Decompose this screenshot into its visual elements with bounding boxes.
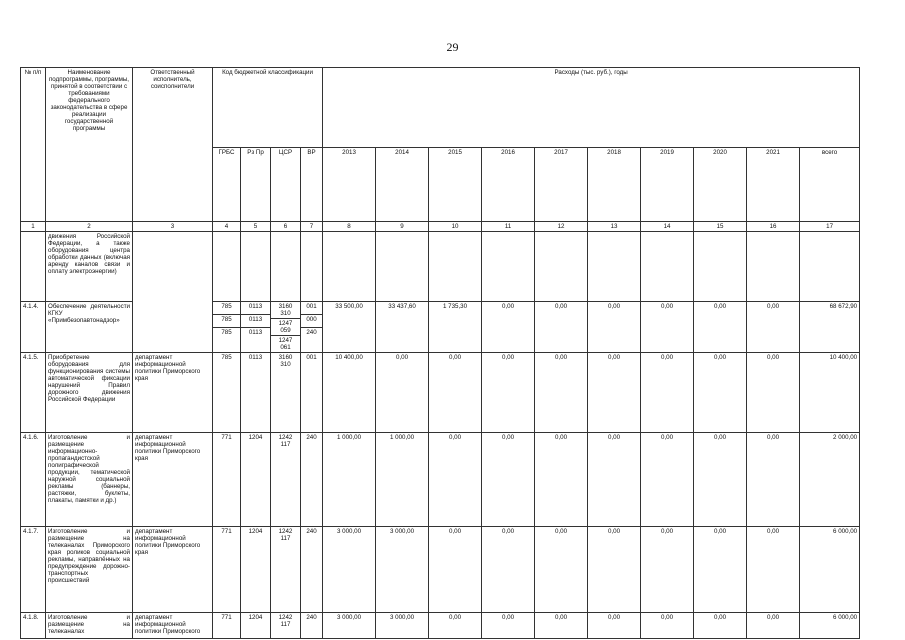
row-value: 0,00 <box>641 302 694 353</box>
row-value: 0,00 <box>535 302 588 353</box>
row-number: 4.1.8. <box>21 613 46 639</box>
row-responsible: департамент информационной политики Приморского края <box>133 527 213 613</box>
row-csr: 3160 310 1247 059 1247 061 <box>271 302 301 353</box>
row-value: 0,00 <box>588 613 641 639</box>
column-number: 13 <box>588 222 641 232</box>
header-expenses: Расходы (тыс. руб.), годы <box>323 68 860 148</box>
header-vr: ВР <box>301 148 323 222</box>
row-value: 0,00 <box>747 302 800 353</box>
page-number: 29 <box>446 40 459 54</box>
column-number-row <box>21 222 860 232</box>
row-vr: 001 <box>301 353 323 433</box>
header-year: 2021 <box>747 148 800 222</box>
header-year: 2015 <box>429 148 482 222</box>
row-number <box>21 232 46 302</box>
row-value: 0,00 <box>641 527 694 613</box>
header-kbk: Код бюджетной классификации <box>213 68 323 148</box>
row-rzpr: 1204 <box>241 613 271 639</box>
column-number: 1 <box>21 222 46 232</box>
row-total: 10 400,00 <box>800 353 860 433</box>
row-value: 0,00 <box>429 527 482 613</box>
row-total: 2 000,00 <box>800 433 860 527</box>
row-value: 0,00 <box>482 302 535 353</box>
row-value: 33 500,00 <box>323 302 376 353</box>
row-value: 0,00 <box>694 302 747 353</box>
row-value: 0,00 <box>694 527 747 613</box>
row-value: 33 437,60 <box>376 302 429 353</box>
header-grbs: ГРБС <box>213 148 241 222</box>
row-responsible: департамент информационной политики Приморского края <box>133 353 213 433</box>
row-value: 0,00 <box>641 613 694 639</box>
row-value: 0,00 <box>747 353 800 433</box>
row-responsible <box>133 232 213 353</box>
row-grbs: 771 <box>213 433 241 527</box>
row-value: 0,00 <box>694 613 747 639</box>
row-value: 0,00 <box>482 353 535 433</box>
row-value: 3 000,00 <box>323 613 376 639</box>
table-row <box>21 232 860 302</box>
column-number: 10 <box>429 222 482 232</box>
row-value: 0,00 <box>429 613 482 639</box>
column-number: 3 <box>133 222 213 232</box>
header-row <box>21 68 860 148</box>
row-value: 3 000,00 <box>376 527 429 613</box>
header-year: 2020 <box>694 148 747 222</box>
row-name: движения Российской Федерации, а также оборудования центра обработки данных (включая аренду каналов связи и оплату электроэнергии) <box>46 232 133 302</box>
row-value: 0,00 <box>588 302 641 353</box>
row-rzpr: 1204 <box>241 527 271 613</box>
row-value: 0,00 <box>641 353 694 433</box>
column-number: 7 <box>301 222 323 232</box>
row-value: 0,00 <box>535 527 588 613</box>
row-responsible: департамент информационной политики Приморского <box>133 613 213 639</box>
row-vr: 240 <box>301 433 323 527</box>
row-name: Изготовление и размещение на телеканалах Приморского края роликов социальной рекламы, направлённых на предупреждение дорожно-транспортных происшествий <box>46 527 133 613</box>
budget-table <box>20 67 860 639</box>
column-number: 16 <box>747 222 800 232</box>
row-number: 4.1.6. <box>21 433 46 527</box>
row-value: 0,00 <box>747 527 800 613</box>
header-col-name: Наименование подпрограммы, программы, принятой в соответствии с требованиями федерального законодательства в сфере реализации государственной программы <box>46 68 133 222</box>
row-rzpr: 0113 <box>241 353 271 433</box>
row-value: 10 400,00 <box>323 353 376 433</box>
row-vr: 001 000 240 <box>301 302 323 353</box>
row-value: 0,00 <box>641 433 694 527</box>
header-year: 2016 <box>482 148 535 222</box>
row-total: 6 000,00 <box>800 613 860 639</box>
column-number: 5 <box>241 222 271 232</box>
row-rzpr: 0113 0113 0113 <box>241 302 271 353</box>
row-value: 0,00 <box>535 433 588 527</box>
row-value: 0,00 <box>482 527 535 613</box>
row-responsible: департамент информационной политики Приморского края <box>133 433 213 527</box>
row-value: 0,00 <box>482 433 535 527</box>
row-value: 0,00 <box>482 613 535 639</box>
row-name: Изготовление и размещение на телеканалах <box>46 613 133 639</box>
row-name: Приобретение оборудования для функционирования системы автоматической фиксации нарушений Правил дорожного движения Российской Федерации <box>46 353 133 433</box>
row-value: 0,00 <box>747 613 800 639</box>
row-value: 1 000,00 <box>323 433 376 527</box>
header-year: 2017 <box>535 148 588 222</box>
row-csr: 3160 310 <box>271 353 301 433</box>
table-row <box>21 353 860 433</box>
row-value: 0,00 <box>747 433 800 527</box>
row-grbs: 785 <box>213 353 241 433</box>
row-value: 0,00 <box>376 353 429 433</box>
column-number: 9 <box>376 222 429 232</box>
table-row <box>21 433 860 527</box>
row-value: 0,00 <box>694 353 747 433</box>
header-total: всего <box>800 148 860 222</box>
column-number: 12 <box>535 222 588 232</box>
column-number: 4 <box>213 222 241 232</box>
row-total: 6 000,00 <box>800 527 860 613</box>
row-value: 0,00 <box>429 433 482 527</box>
row-value: 0,00 <box>588 527 641 613</box>
row-name: Изготовление и размещение информационно-пропагандистской полиграфической продукции, тематической наружной социальной рекламы (баннеры, растяжки, буклеты, плакаты, памятки и др.) <box>46 433 133 527</box>
table-row <box>21 613 860 639</box>
row-csr: 1242 117 <box>271 433 301 527</box>
header-year: 2014 <box>376 148 429 222</box>
row-rzpr: 1204 <box>241 433 271 527</box>
row-grbs: 771 <box>213 613 241 639</box>
row-value: 0,00 <box>429 353 482 433</box>
row-value: 3 000,00 <box>323 527 376 613</box>
row-number: 4.1.5. <box>21 353 46 433</box>
row-grbs: 771 <box>213 527 241 613</box>
row-value: 0,00 <box>535 353 588 433</box>
row-csr: 1242 117 <box>271 527 301 613</box>
row-total: 68 672,90 <box>800 302 860 353</box>
row-vr: 240 <box>301 527 323 613</box>
column-number: 6 <box>271 222 301 232</box>
row-grbs: 785 785 785 <box>213 302 241 353</box>
header-year: 2018 <box>588 148 641 222</box>
column-number: 15 <box>694 222 747 232</box>
header-year: 2019 <box>641 148 694 222</box>
table-row <box>21 527 860 613</box>
row-csr: 1242 117 <box>271 613 301 639</box>
column-number: 14 <box>641 222 694 232</box>
header-csr: ЦСР <box>271 148 301 222</box>
row-value: 0,00 <box>535 613 588 639</box>
row-value: 1 000,00 <box>376 433 429 527</box>
row-value: 0,00 <box>588 353 641 433</box>
column-number: 2 <box>46 222 133 232</box>
header-col-resp: Ответственный исполнитель, соисполнители <box>133 68 213 222</box>
header-year: 2013 <box>323 148 376 222</box>
row-number: 4.1.7. <box>21 527 46 613</box>
header-col-num: № п/п <box>21 68 46 222</box>
row-value: 3 000,00 <box>376 613 429 639</box>
row-vr: 240 <box>301 613 323 639</box>
column-number: 17 <box>800 222 860 232</box>
column-number: 11 <box>482 222 535 232</box>
row-value: 1 735,30 <box>429 302 482 353</box>
row-value: 0,00 <box>694 433 747 527</box>
row-value: 0,00 <box>588 433 641 527</box>
row-name: Обеспечение деятельности КГКУ «Примбезопавтонадзор» <box>46 302 133 353</box>
header-rzpr: Рз Пр <box>241 148 271 222</box>
column-number: 8 <box>323 222 376 232</box>
row-number: 4.1.4. <box>21 302 46 353</box>
